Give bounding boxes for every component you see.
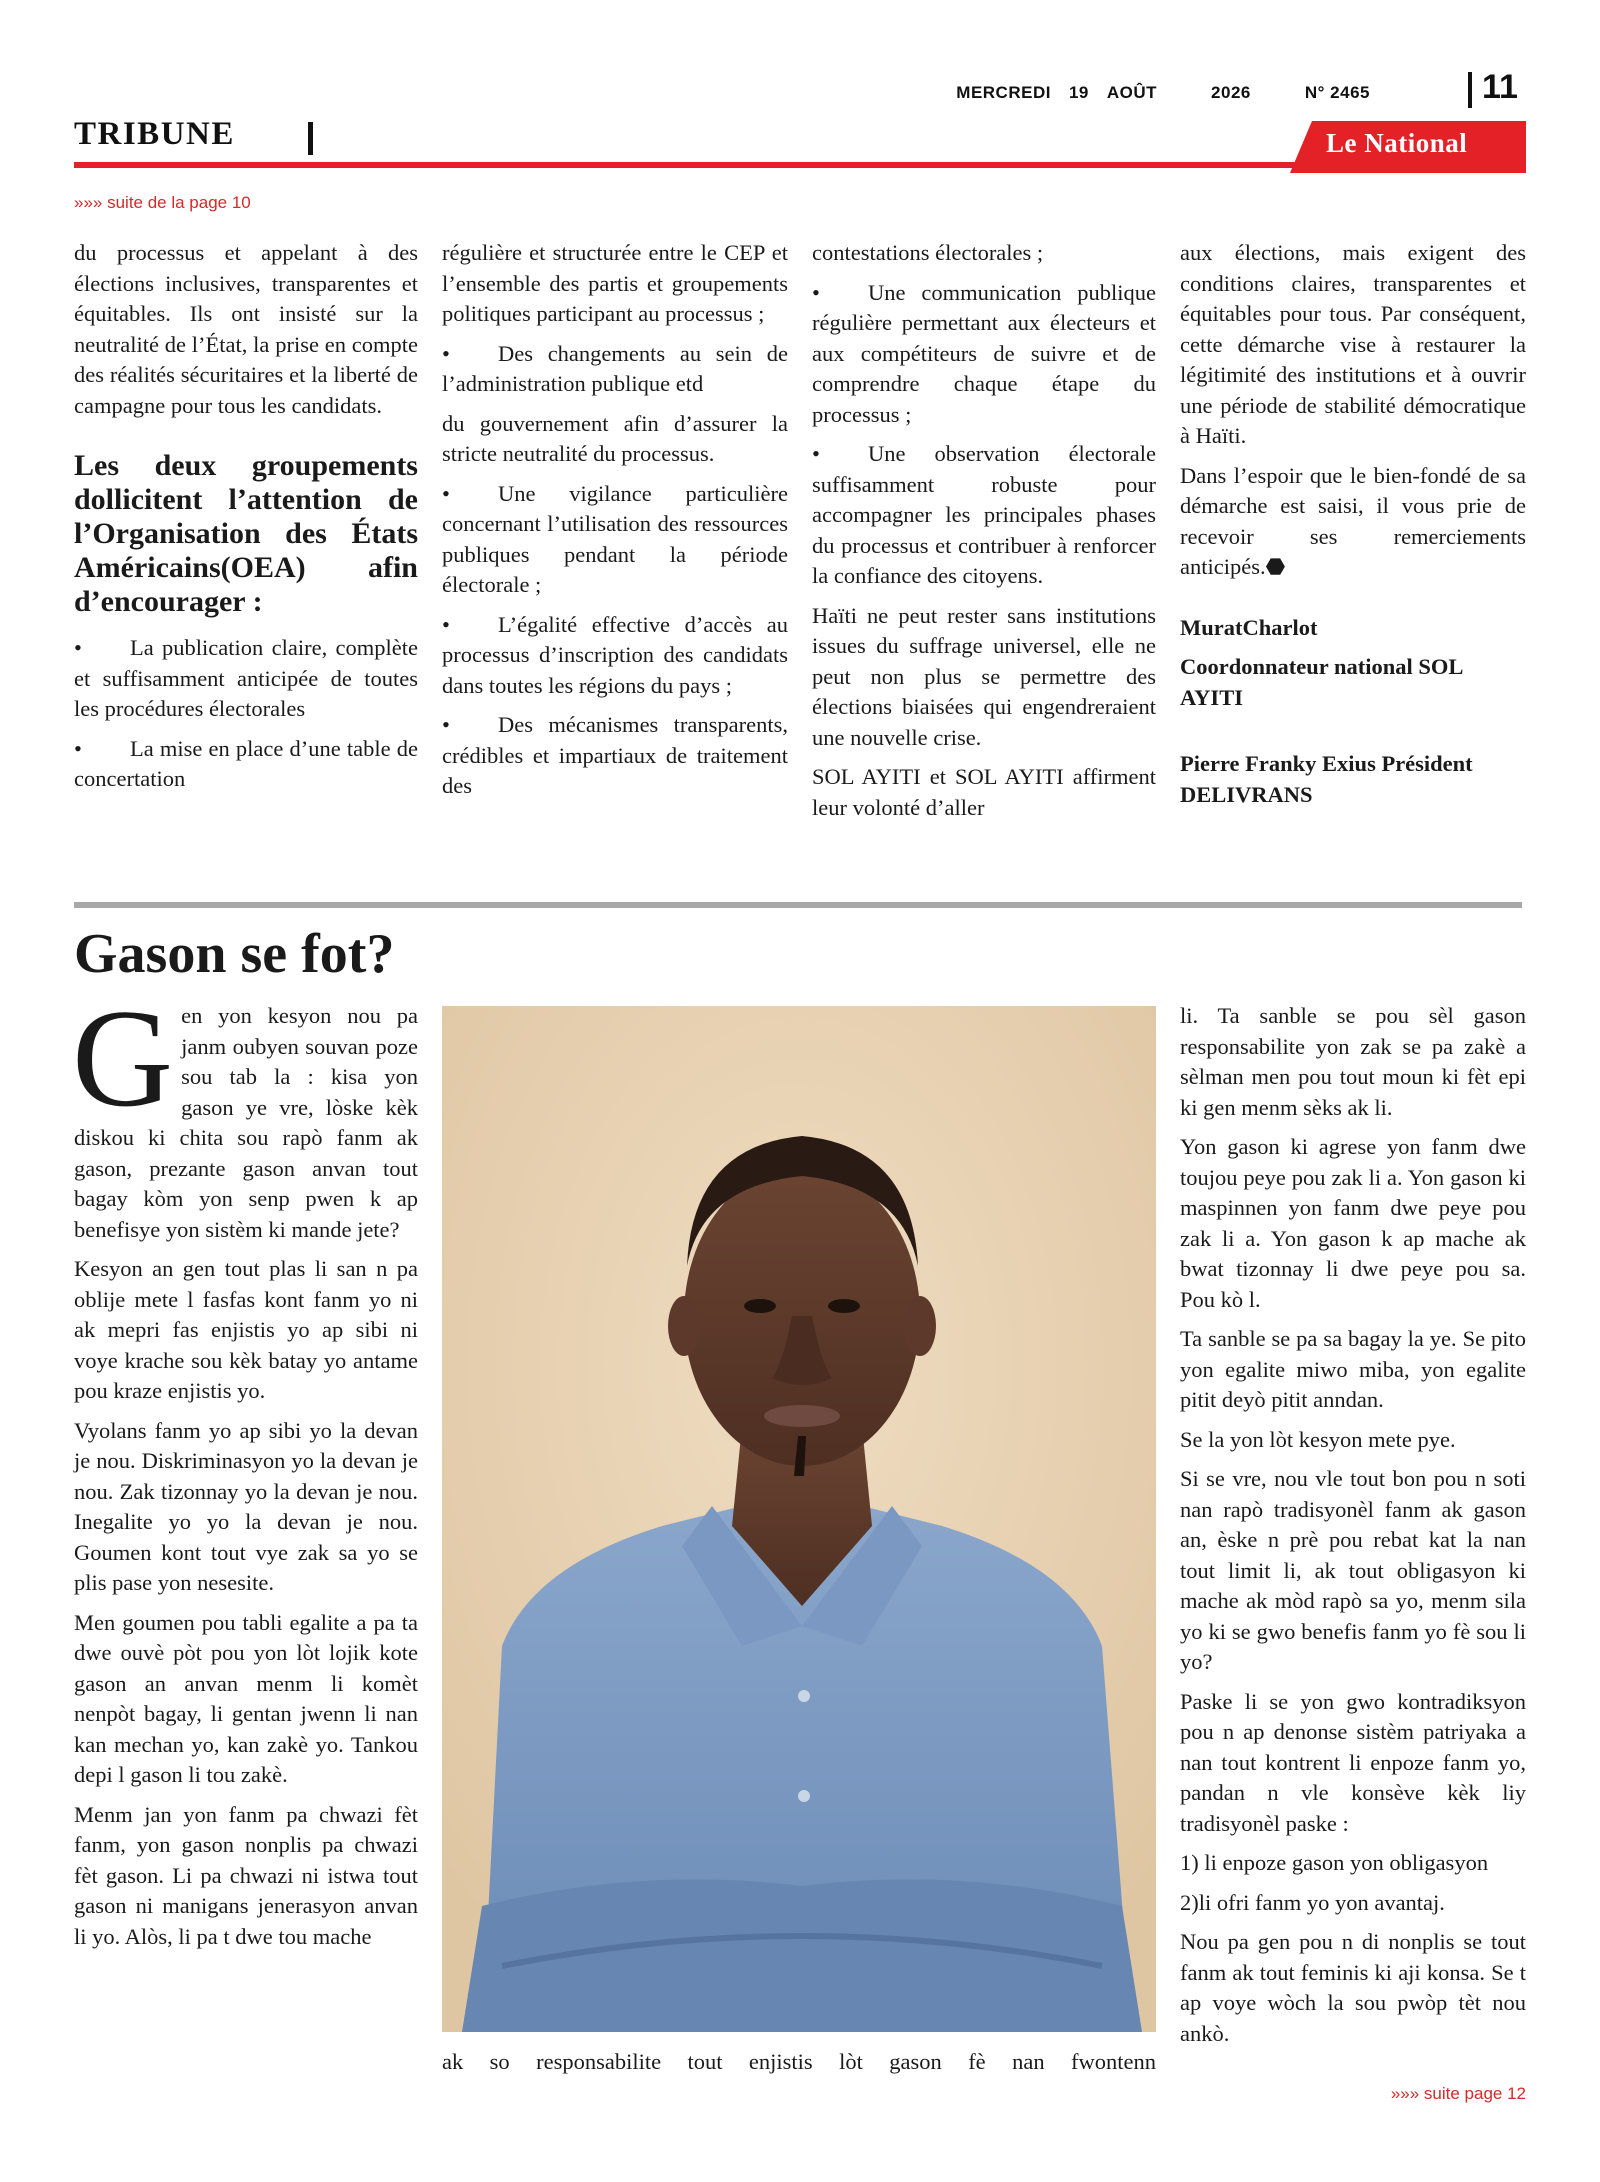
issue-day: MERCREDI	[956, 83, 1051, 102]
paragraph: du gouvernement afin d’assurer la stricte neutralité du processus.	[442, 410, 788, 466]
article2-spanning-line: ak so responsabilite tout enjistis lòt gason fè nan fwontenn	[442, 2049, 1156, 2074]
drop-cap: G	[72, 981, 174, 1136]
signature-second: Pierre Franky Exius Président DELIVRANS	[1180, 751, 1473, 807]
article2-column-1	[72, 981, 418, 1961]
issue-number: N° 2465	[1304, 83, 1370, 102]
bullet-icon: •	[442, 712, 450, 737]
issue-date-number: 19	[1068, 83, 1089, 102]
paragraph: Se la yon lòt kesyon mete pye.	[1180, 1426, 1456, 1452]
paragraph: li. Ta sanble se pou sèl gason responsabilite yon zak se pa zakè a sèlman men pou tout moun ki fèt epi ki gen menm sèks ak li.	[1180, 1003, 1526, 1120]
bullet-item: • La publication claire, complète et suffisamment anticipée de toutes les procédures électorales	[74, 635, 418, 721]
header-separator	[1468, 72, 1472, 108]
paragraph: du processus et appelant à des élections inclusives, transparentes et équitables. Ils ont insisté sur la neutralité de l’État, la prise en compte des réalités sécuritaires et la liberté de campagne pour tous les candidats.	[74, 240, 418, 418]
article1-column-2	[442, 238, 788, 811]
paragraph: Dans l’espoir que le bien-fondé de sa démarche est saisi, il vous prie de recevoir ses remerciements anticipés.⬣	[1180, 462, 1526, 579]
bullet-icon: •	[74, 635, 82, 660]
continued-to-link[interactable]: »»» suite page 12	[1390, 2084, 1526, 2103]
signature-title: Coordonnateur national SOL AYITI	[1180, 654, 1463, 710]
paragraph: aux élections, mais exigent des conditions claires, transparentes et équitables pour tous. Par conséquent, cette démarche vise à restaurer la légitimité des institutions et à ouvrir une période de stabilité démocratique à Haïti.	[1180, 240, 1526, 448]
paragraph: Si se vre, nou vle tout bon pou n soti nan rapò tradisyonèl fanm ak gason an, èske n prè pou rebat kat la nan tout limit li, ak tout obligasyon ki mache ak mòd rapò sa yo, menm sila yo ki se gwo benefis fanm yo fè sou li yo?	[1180, 1466, 1526, 1674]
bullet-item: • La mise en place d’une table de concertation	[74, 735, 418, 791]
paragraph: Nou pa gen pou n di nonplis se tout fanm ak tout feminis ki aji konsa. Se t ap voye wòch la sou pwòp tèt nou ankò.	[1180, 1929, 1526, 2046]
end-mark-icon: ⬣	[1265, 554, 1286, 579]
article1-column-4	[1180, 238, 1526, 819]
article2-title: Gason se fot?	[74, 923, 395, 985]
bullet-item: • L’égalité effective d’accès au processus d’inscription des candidats dans toutes les régions du pays ;	[442, 611, 788, 698]
article1-subheading: Les deux groupements dollicitent l’attention de l’Organisation des États Américains(OEA) afin d’encourager :	[74, 449, 418, 618]
paragraph: Men goumen pou tabli egalite a pa ta dwe ouvè pòt pou yon lòt lojik kote gason an anvan menm li komèt nenpòt bagay, li gentan jwenn li nan kan mechan yo, kan zakè yo. Tankou depi l gason li tou zakè.	[74, 1609, 418, 1787]
bullet-icon: •	[442, 611, 450, 637]
bullet-icon: •	[442, 480, 450, 506]
issue-meta	[956, 83, 1370, 103]
paragraph: contestations électorales ;	[812, 240, 1044, 265]
bullet-item: • Une communication publique régulière permettant aux électeurs et aux compétiteurs de suivre et de comprendre chaque étape du processus ;	[812, 279, 1156, 427]
bullet-icon: •	[442, 340, 450, 366]
paragraph: Kesyon an gen tout plas li san n pa oblije mete l fasfas kont fanm yo ni ak mepri fas enjistis yo ap sibi ni voye krache sou kèk batay yo antame pou kraze enjistis yo.	[74, 1256, 418, 1403]
issue-month: AOÛT	[1106, 83, 1158, 102]
section-separator	[308, 122, 313, 155]
article-divider	[74, 902, 1522, 908]
portrait-illustration	[442, 1006, 1156, 2032]
paragraph: Yon gason ki agrese yon fanm dwe toujou peye pou zak li a. Yon gason ki maspinnen yon fanm dwe peye pou zak li a. Yon gason k ap mache ak bwat tizonnay li dwe peye pou sa. Pou kò l.	[1180, 1134, 1526, 1312]
article1-column-3	[812, 238, 1156, 832]
article2-column-3	[1180, 1001, 1526, 2058]
bullet-item: • Des mécanismes transparents, crédibles et impartiaux de traitement des	[442, 712, 788, 798]
section-title: TRIBUNE	[74, 116, 235, 152]
issue-year: 2026	[1211, 83, 1251, 102]
portrait-photo	[442, 1006, 1156, 2032]
bullet-icon: •	[812, 279, 820, 305]
paragraph: Haïti ne peut rester sans institutions issues du suffrage universel, elle ne peut non plus se permettre des élections biaisées qui engendreraient une nouvelle crise.	[812, 602, 1156, 750]
bullet-item: • Des changements au sein de l’administration publique etd	[442, 340, 788, 396]
paragraph: Vyolans fanm yo ap sibi yo la devan je nou. Diskriminasyon yo la devan je nou. Zak tizonnay yo la devan je nou. Inegalite yo yo la devan je nou. Goumen kont tout vye zak sa yo se plis pase yon nesesite.	[74, 1417, 418, 1595]
paragraph: régulière et structurée entre le CEP et l’ensemble des partis et groupements politiques participant au processus ;	[442, 240, 788, 326]
bullet-icon: •	[812, 441, 820, 466]
header-rule	[74, 162, 1526, 168]
continued-from-link[interactable]: »»» suite de la page 10	[74, 193, 251, 212]
list-item: 2)li ofri fanm yo yon avantaj.	[1180, 1889, 1445, 1915]
paragraph: Menm jan yon fanm pa chwazi fèt fanm, yon gason nonplis pa chwazi fèt gason. Li pa chwazi ni istwa tout gason ni manigans jenerasyon anvan li yo. Alòs, li pa t dwe tou mache	[74, 1801, 418, 1949]
bullet-item: • Une vigilance particulière concernant l’utilisation des ressources publiques pendant la période électorale ;	[442, 480, 788, 597]
paragraph: SOL AYITI et SOL AYITI affirment leur volonté d’aller	[812, 764, 1156, 820]
paragraph: Paske li se yon gwo kontradiksyon pou n ap denonse sistèm patriyaka a nan tout kontrent li enpoze fanm yo, pandan n vle konsève kèk liy tradisyonèl paske :	[1180, 1688, 1526, 1836]
article1-column-1	[74, 238, 418, 804]
paragraph: Gen yon kesyon nou pa janm oubyen souvan poze sou tab la : kisa yon gason ye vre, lòske kèk diskou ki chita sou rapò fanm ak gason, prezante gason anvan tout bagay kòm yon senp pwen k ap benefisye yon sistèm ki mande jete?	[72, 981, 418, 1242]
paragraph: Ta sanble se pa sa bagay la ye. Se pito yon egalite miwo miba, yon egalite pitit deyò pitit anndan.	[1180, 1326, 1526, 1412]
list-item: 1) li enpoze gason yon obligasyon	[1180, 1850, 1489, 1875]
page-number: 11	[1482, 68, 1518, 106]
signature-name: MuratCharlot	[1180, 614, 1318, 640]
brand-name: Le National	[1326, 128, 1468, 158]
bullet-icon: •	[74, 735, 82, 761]
bullet-item: • Une observation électorale suffisamment robuste pour accompagner les principales phases du processus et contribuer à renforcer la confiance des citoyens.	[812, 441, 1156, 588]
